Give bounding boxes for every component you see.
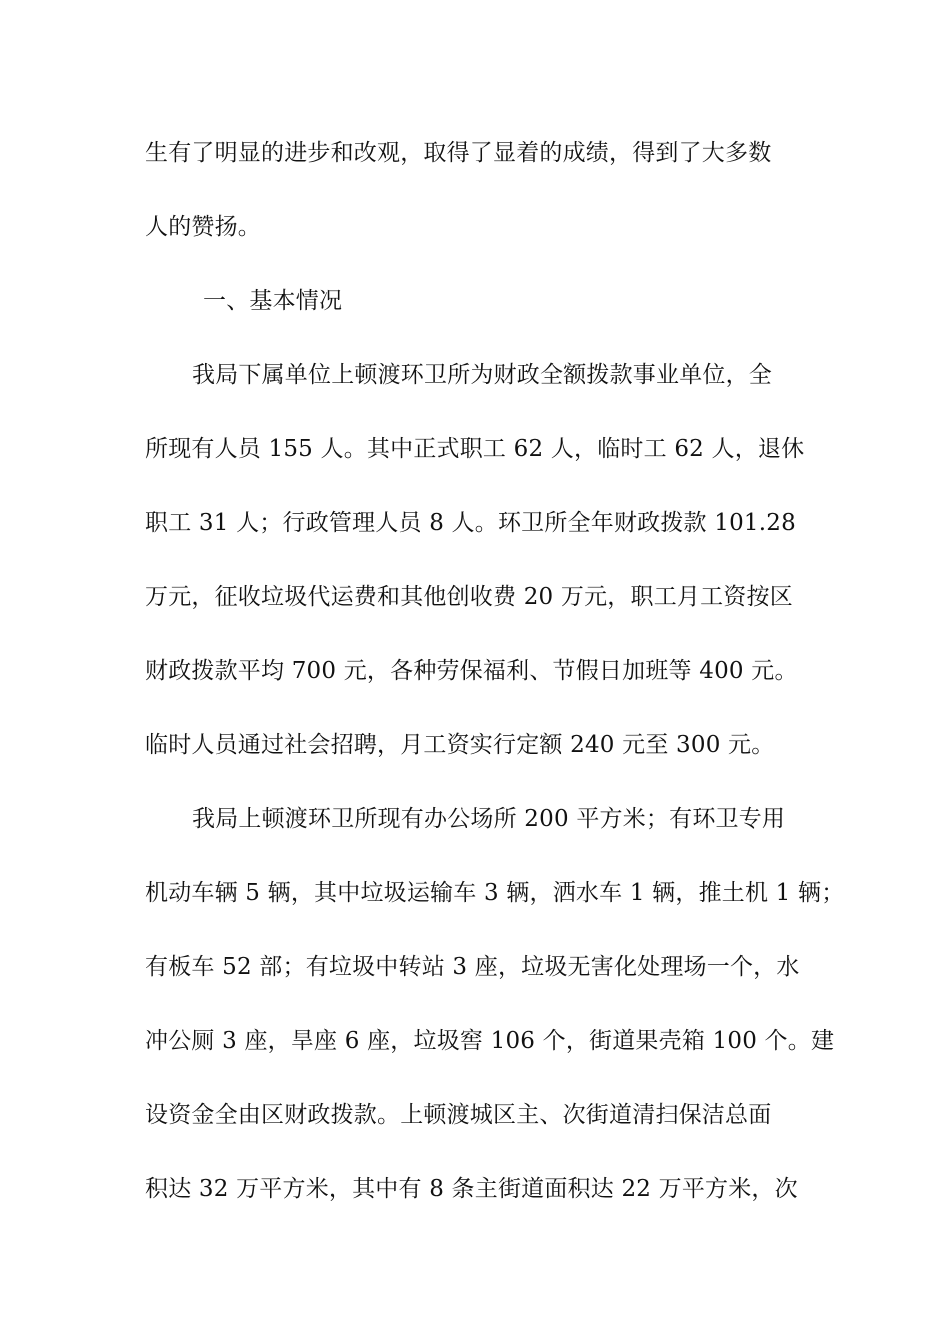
text-line: 设资金全由区财政拨款。上顿渡城区主、次街道清扫保洁总面 [145,1102,772,1128]
text-line: 临时人员通过社会招聘，月工资实行定额 240 元至 300 元。 [145,732,775,758]
text-line: 积达 32 万平方米，其中有 8 条主街道面积达 22 万平方米，次 [145,1176,798,1202]
text-line: 万元，征收垃圾代运费和其他创收费 20 万元，职工月工资按区 [145,584,793,610]
text-line: 机动车辆 5 辆，其中垃圾运输车 3 辆，洒水车 1 辆，推土机 1 辆； [145,880,845,906]
text-line: 有板车 52 部；有垃圾中转站 3 座，垃圾无害化处理场一个，水 [145,954,800,980]
paragraph-first-line: 我局上顿渡环卫所现有办公场所 200 平方米；有环卫专用 [192,806,786,832]
text-line: 冲公厕 3 座，旱座 6 座，垃圾窖 106 个，街道果壳箱 100 个。建 [145,1028,835,1054]
section-heading: 一、基本情况 [203,288,343,314]
text-line: 人的赞扬。 [145,214,261,240]
text-line: 所现有人员 155 人。其中正式职工 62 人，临时工 62 人，退休 [145,436,805,462]
text-line: 职工 31 人；行政管理人员 8 人。环卫所全年财政拨款 101.28 [145,510,796,536]
paragraph-first-line: 我局下属单位上顿渡环卫所为财政全额拨款事业单位，全 [192,362,772,388]
text-line: 财政拨款平均 700 元，各种劳保福利、节假日加班等 400 元。 [145,658,798,684]
text-line: 生有了明显的进步和改观，取得了显着的成绩，得到了大多数 [145,140,772,166]
